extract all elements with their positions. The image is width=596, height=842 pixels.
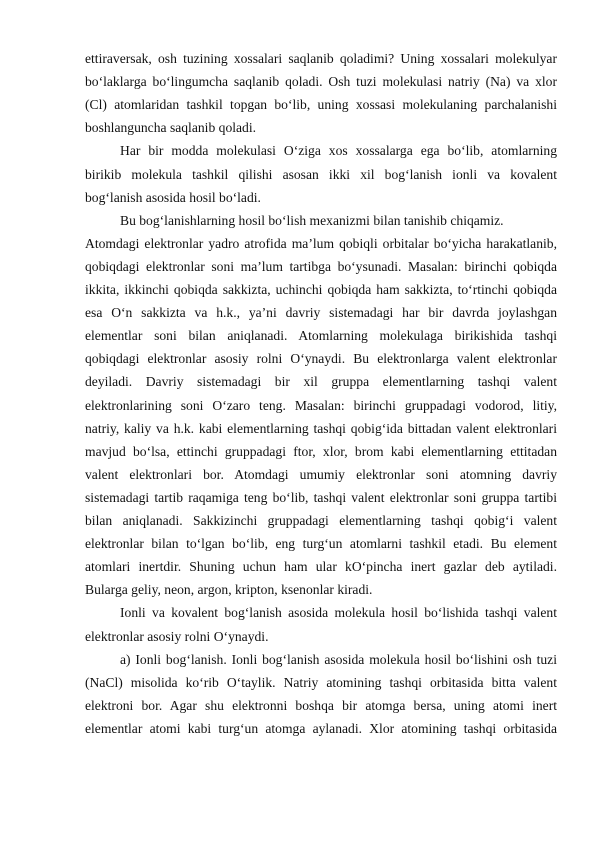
text-line: elektronlar bilan to‘lgan bo‘lib, eng turg‘un atomlarni tashkil etadi. Bu element [85,536,557,552]
text-line: mavjud bo‘lsa, ettinchi gruppadagi ftor, xlor, brom kabi elementlarning ettitadan [85,443,557,459]
text-line: Har bir modda molekulasi O‘ziga xos xossalarga ega bo‘lib, atomlarning [120,143,557,159]
text-line: ettiraversak, osh tuzining xossalari saqlanib qoladimi? Uning xossalari molekulyar [85,51,557,66]
text-line: bilan aniqlanadi. Sakkizinchi gruppadagi elementlarning tashqi qobig‘i valent [85,513,557,528]
text-line: (NaCl) misolida ko‘rib O‘taylik. Natriy atomining tashqi orbitasida bitta valent [85,674,557,690]
text-line: ikkita, ikkinchi qobiqda sakkizta, uchinchi qobiqda ham sakkizta, to‘rtinchi qobiqda [85,282,557,297]
text-line: Bu bog‘lanishlarning hosil bo‘lish mexanizmi bilan tanishib chiqamiz. [120,212,504,228]
text-line: elektronlarining soni O‘zaro teng. Masalan: birinchi gruppadagi vodorod, litiy, [85,397,557,413]
text-line: qobiqdagi elektronlar asosiy rolni O‘ynaydi. Bu elektronlarga valent elektronlar [85,351,557,367]
text-line: atomlari inertdir. Shuning uchun ham ular kO‘pincha inert gazlar deb aytiladi. [85,559,557,575]
text-line: elementlar soni bilan aniqlanadi. Atomlarning molekulaga birikishida tashqi [85,328,557,344]
text-line: elektroni bor. Agar shu elektronni boshqa bir atomga bersa, uning atomi inert [85,697,557,713]
text-line: elementlar atomi kabi turg‘un atomga aylanadi. Xlor atomining tashqi orbitasida [85,720,557,736]
text-line: boshlanguncha saqlanib qoladi. [85,120,257,136]
text-line: birikib molekula tashkil qilishi asosan ikki xil bog‘lanish ionli va kovalent [85,166,557,182]
text-line: Ionli va kovalent bog‘lanish asosida molekula hosil bo‘lishida tashqi valent [120,605,557,621]
text-line: elektronlar asosiy rolni O‘ynaydi. [85,628,269,644]
text-line: bog‘lanish asosida hosil bo‘ladi. [85,189,261,205]
text-line: Bularga geliy, neon, argon, kripton, ksenonlar kiradi. [85,582,373,598]
text-line: a) Ionli bog‘lanish. Ionli bog‘lanish asosida molekula hosil bo‘lishini osh tuzi [120,651,557,667]
text-line: esa O‘n sakkizta va h.k., ya’ni davriy sistemadagi har bir davrda joylashgan [85,305,557,321]
text-line: sistemadagi tartib raqamiga teng bo‘lib, tashqi valent elektronlar soni gruppa tartibi [85,489,557,505]
text-line: natriy, kaliy va h.k. kabi elementlarning tashqi qobig‘ida bittadan valent elektronlari [85,420,557,436]
text-line: bo‘laklarga bo‘lingumcha saqlanib qoladi. Osh tuzi molekulasi natriy (Na) va xlor [85,74,557,90]
text-line: Atomdagi elektronlar yadro atrofida ma’lum qobiqli orbitalar bo‘yicha harakatlanib, [85,235,557,251]
text-line: deyiladi. Davriy sistemadagi bir xil gruppa elementlarning tashqi valent [85,374,557,390]
text-line: qobiqdagi elektronlar soni ma’lum tartibga bo‘ysunadi. Masalan: birinchi qobiqda [85,258,557,274]
text-line: (Cl) atomlaridan tashkil topgan bo‘lib, uning xossasi molekulaning parchalanishi [85,97,557,113]
text-line: valent elektronlari bor. Atomdagi umumiy elektronlar soni atomning davriy [85,466,557,482]
